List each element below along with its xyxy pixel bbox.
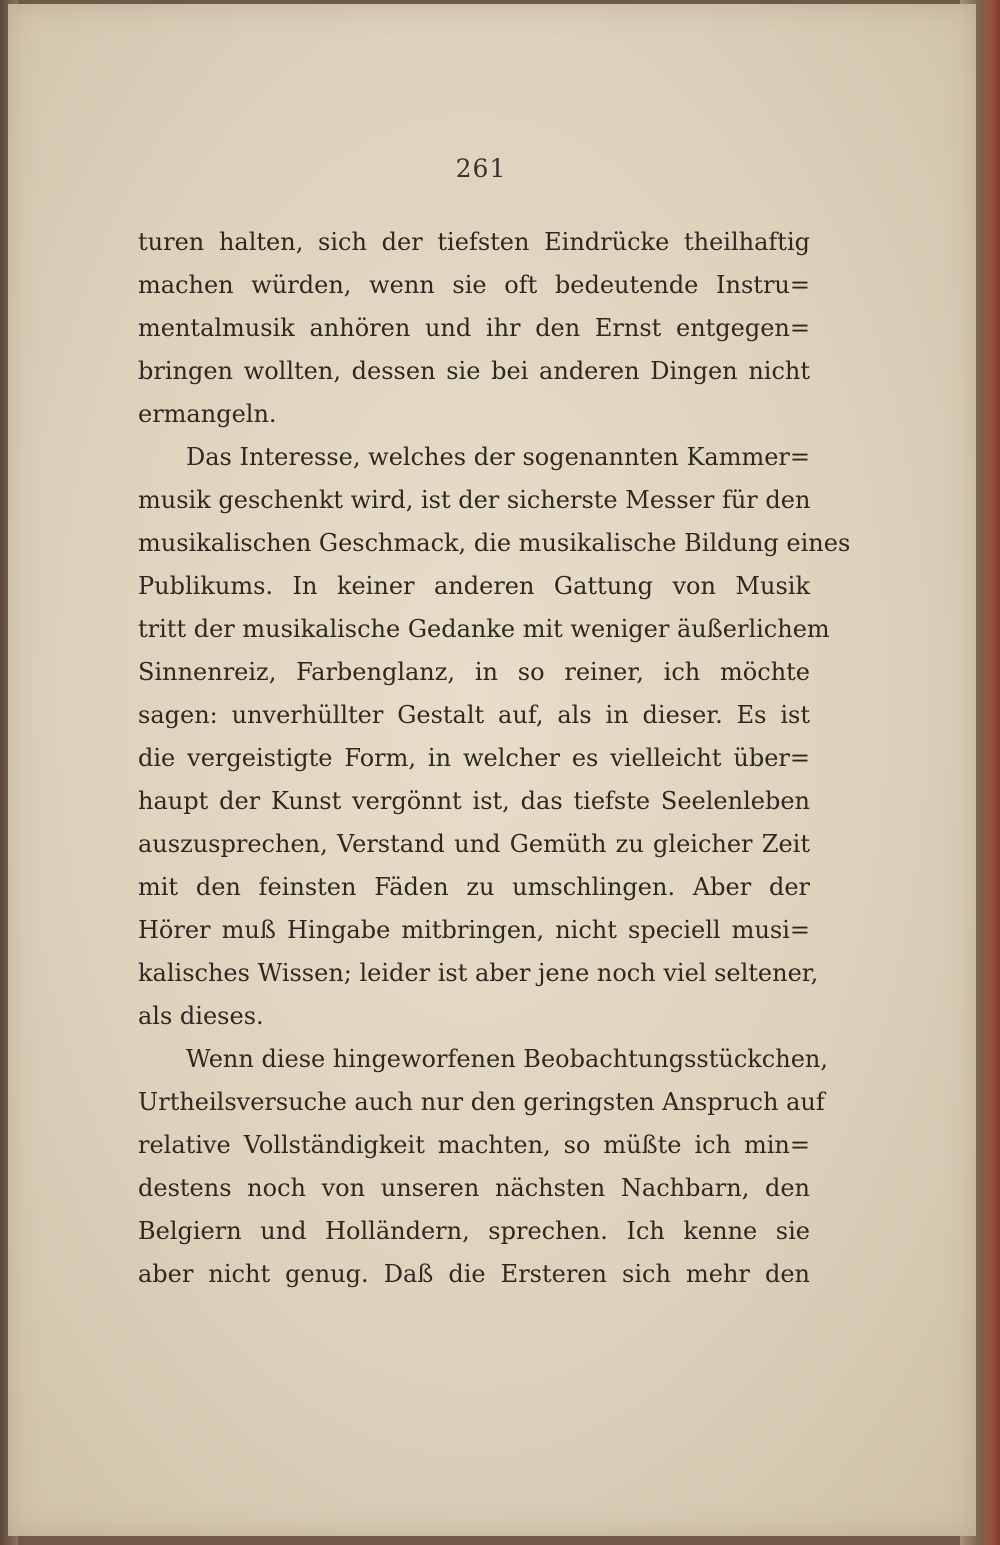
text-line: Wenn diese hingeworfenen Beobachtungsstückchen, [186, 1045, 828, 1073]
text-line: als dieses. [138, 1002, 264, 1030]
text-line: Urtheilsversuche auch nur den geringsten Anspruch auf [138, 1088, 825, 1116]
text-line: relative Vollständigkeit machten, so müßte ich min= [138, 1131, 810, 1159]
text-line: Sinnenreiz, Farbenglanz, in so reiner, ich möchte [138, 658, 810, 686]
text-line: mentalmusik anhören und ihr den Ernst entgegen= [138, 314, 810, 342]
text-line: musikalischen Geschmack, die musikalische Bildung eines [138, 529, 851, 557]
text-line: kalisches Wissen; leider ist aber jene noch viel seltener, [138, 959, 819, 987]
text-line: Das Interesse, welches der sogenannten Kammer= [186, 443, 810, 471]
text-line: Belgiern und Holländern, sprechen. Ich kenne sie [138, 1217, 810, 1245]
page-number: 261 [455, 154, 507, 183]
text-line: Publikums. In keiner anderen Gattung von Musik [138, 572, 810, 600]
book-page [8, 4, 976, 1536]
text-line: aber nicht genug. Daß die Ersteren sich mehr den [138, 1260, 810, 1288]
text-line: turen halten, sich der tiefsten Eindrücke theilhaftig [138, 228, 810, 256]
text-line: machen würden, wenn sie oft bedeutende Instru= [138, 271, 810, 299]
text-line: auszusprechen, Verstand und Gemüth zu gleicher Zeit [138, 830, 810, 858]
text-line: bringen wollten, dessen sie bei anderen Dingen nicht [138, 357, 810, 385]
text-line: Hörer muß Hingabe mitbringen, nicht speciell musi= [138, 916, 810, 944]
text-line: mit den feinsten Fäden zu umschlingen. Aber der [138, 873, 810, 901]
text-line: sagen: unverhüllter Gestalt auf, als in dieser. Es ist [138, 701, 810, 729]
text-line: ermangeln. [138, 400, 277, 428]
text-line: die vergeistigte Form, in welcher es vielleicht über= [138, 744, 810, 772]
text-line: musik geschenkt wird, ist der sicherste Messer für den [138, 486, 811, 514]
text-line: tritt der musikalische Gedanke mit weniger äußerlichem [138, 615, 830, 643]
text-line: destens noch von unseren nächsten Nachbarn, den [138, 1174, 810, 1202]
text-line: haupt der Kunst vergönnt ist, das tiefste Seelenleben [138, 787, 810, 815]
